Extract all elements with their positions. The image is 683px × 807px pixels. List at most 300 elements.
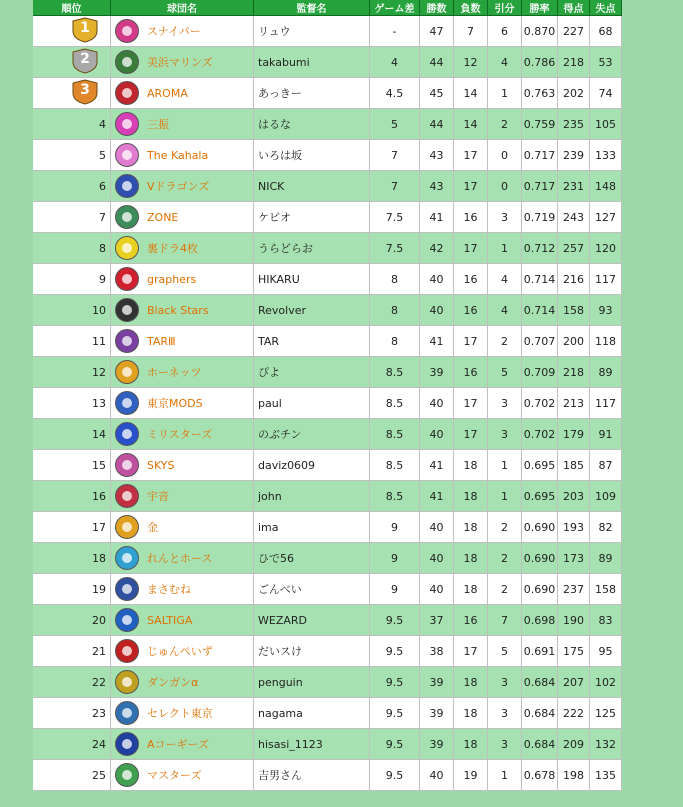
wins-cell: 40 xyxy=(420,419,454,450)
rank-number: 25 xyxy=(92,768,106,782)
manager-cell: ぴよ xyxy=(254,357,370,388)
header-runs-allowed[interactable]: 失点 xyxy=(590,0,622,16)
team-name-link[interactable]: ダンガンα xyxy=(147,676,199,689)
team-name-link[interactable]: Black Stars xyxy=(147,303,209,317)
table-row xyxy=(33,326,622,357)
rank-cell xyxy=(33,512,111,543)
games-behind-cell: - xyxy=(370,16,420,47)
rank-cell xyxy=(33,16,111,47)
runs-scored-cell: 175 xyxy=(558,636,590,667)
win-pct-cell: 0.712 xyxy=(522,233,558,264)
header-rank[interactable]: 順位 xyxy=(33,0,111,16)
team-logo-icon xyxy=(115,143,139,167)
losses-cell: 14 xyxy=(454,109,488,140)
runs-scored-cell: 239 xyxy=(558,140,590,171)
table-row xyxy=(33,78,622,109)
wins-cell: 47 xyxy=(420,16,454,47)
table-row xyxy=(33,295,622,326)
team-cell xyxy=(111,605,254,636)
runs-scored-cell: 235 xyxy=(558,109,590,140)
manager-cell: WEZARD xyxy=(254,605,370,636)
runs-scored-cell: 173 xyxy=(558,543,590,574)
win-pct-cell: 0.695 xyxy=(522,450,558,481)
win-pct-cell: 0.678 xyxy=(522,760,558,791)
header-win-pct[interactable]: 勝率 xyxy=(522,0,558,16)
runs-allowed-cell: 74 xyxy=(590,78,622,109)
losses-cell: 18 xyxy=(454,512,488,543)
wins-cell: 45 xyxy=(420,78,454,109)
wins-cell: 41 xyxy=(420,450,454,481)
losses-cell: 16 xyxy=(454,605,488,636)
team-cell xyxy=(111,450,254,481)
team-cell xyxy=(111,264,254,295)
header-manager[interactable]: 監督名 xyxy=(254,0,370,16)
runs-scored-cell: 158 xyxy=(558,295,590,326)
losses-cell: 16 xyxy=(454,295,488,326)
draws-cell: 6 xyxy=(488,16,522,47)
draws-cell: 1 xyxy=(488,450,522,481)
table-row xyxy=(33,47,622,78)
losses-cell: 18 xyxy=(454,667,488,698)
runs-allowed-cell: 127 xyxy=(590,202,622,233)
losses-cell: 18 xyxy=(454,698,488,729)
runs-allowed-cell: 91 xyxy=(590,419,622,450)
manager-cell: penguin xyxy=(254,667,370,698)
win-pct-cell: 0.702 xyxy=(522,419,558,450)
rank-cell xyxy=(33,605,111,636)
win-pct-cell: 0.717 xyxy=(522,171,558,202)
team-name-link[interactable]: 裏ドラ4枚 xyxy=(147,242,198,255)
team-cell xyxy=(111,636,254,667)
losses-cell: 18 xyxy=(454,450,488,481)
runs-allowed-cell: 125 xyxy=(590,698,622,729)
rank-number: 18 xyxy=(92,551,106,565)
rank-cell xyxy=(33,357,111,388)
runs-scored-cell: 203 xyxy=(558,481,590,512)
losses-cell: 17 xyxy=(454,419,488,450)
team-name-link[interactable]: 東京MODS xyxy=(147,397,203,410)
team-cell xyxy=(111,295,254,326)
wins-cell: 40 xyxy=(420,543,454,574)
team-name-link[interactable]: 金 xyxy=(147,521,158,534)
rank-cell xyxy=(33,574,111,605)
team-cell xyxy=(111,47,254,78)
draws-cell: 1 xyxy=(488,78,522,109)
games-behind-cell: 9.5 xyxy=(370,636,420,667)
draws-cell: 0 xyxy=(488,171,522,202)
manager-cell: ひで56 xyxy=(254,543,370,574)
losses-cell: 17 xyxy=(454,388,488,419)
runs-allowed-cell: 132 xyxy=(590,729,622,760)
rank-number: 23 xyxy=(92,706,106,720)
runs-scored-cell: 185 xyxy=(558,450,590,481)
runs-allowed-cell: 117 xyxy=(590,264,622,295)
draws-cell: 1 xyxy=(488,760,522,791)
runs-allowed-cell: 95 xyxy=(590,636,622,667)
win-pct-cell: 0.698 xyxy=(522,605,558,636)
win-pct-cell: 0.695 xyxy=(522,481,558,512)
losses-cell: 18 xyxy=(454,481,488,512)
draws-cell: 5 xyxy=(488,636,522,667)
team-cell xyxy=(111,729,254,760)
team-name-link[interactable]: まさむね xyxy=(147,583,191,596)
rank-number: 2 xyxy=(80,50,90,67)
games-behind-cell: 8.5 xyxy=(370,357,420,388)
win-pct-cell: 0.684 xyxy=(522,667,558,698)
manager-cell: ケビオ xyxy=(254,202,370,233)
wins-cell: 41 xyxy=(420,481,454,512)
team-name-link[interactable]: 三振 xyxy=(147,118,169,131)
draws-cell: 2 xyxy=(488,543,522,574)
team-logo-icon xyxy=(115,422,139,446)
wins-cell: 39 xyxy=(420,698,454,729)
runs-scored-cell: 237 xyxy=(558,574,590,605)
rank-number: 3 xyxy=(80,81,90,98)
manager-cell: daviz0609 xyxy=(254,450,370,481)
rank-number: 1 xyxy=(80,19,90,36)
win-pct-cell: 0.786 xyxy=(522,47,558,78)
runs-allowed-cell: 82 xyxy=(590,512,622,543)
games-behind-cell: 7 xyxy=(370,140,420,171)
win-pct-cell: 0.870 xyxy=(522,16,558,47)
runs-allowed-cell: 120 xyxy=(590,233,622,264)
games-behind-cell: 9.5 xyxy=(370,698,420,729)
win-pct-cell: 0.684 xyxy=(522,698,558,729)
games-behind-cell: 9.5 xyxy=(370,667,420,698)
runs-allowed-cell: 53 xyxy=(590,47,622,78)
header-runs-scored[interactable]: 得点 xyxy=(558,0,590,16)
win-pct-cell: 0.690 xyxy=(522,512,558,543)
rank-cell xyxy=(33,481,111,512)
games-behind-cell: 8.5 xyxy=(370,481,420,512)
rank-cell xyxy=(33,636,111,667)
team-cell xyxy=(111,667,254,698)
header-row xyxy=(33,0,622,16)
team-logo-icon xyxy=(115,732,139,756)
rank-cell xyxy=(33,388,111,419)
wins-cell: 39 xyxy=(420,357,454,388)
rank-number: 21 xyxy=(92,644,106,658)
table-row xyxy=(33,233,622,264)
team-logo-icon xyxy=(115,670,139,694)
manager-cell: 吉男さん xyxy=(254,760,370,791)
win-pct-cell: 0.691 xyxy=(522,636,558,667)
runs-scored-cell: 222 xyxy=(558,698,590,729)
runs-scored-cell: 198 xyxy=(558,760,590,791)
wins-cell: 40 xyxy=(420,760,454,791)
table-row xyxy=(33,419,622,450)
draws-cell: 1 xyxy=(488,481,522,512)
table-row xyxy=(33,636,622,667)
team-name-link[interactable]: TARⅢ xyxy=(147,334,176,348)
rank-cell xyxy=(33,140,111,171)
runs-scored-cell: 207 xyxy=(558,667,590,698)
rank-cell xyxy=(33,450,111,481)
rank-number: 14 xyxy=(92,427,106,441)
games-behind-cell: 8 xyxy=(370,295,420,326)
draws-cell: 3 xyxy=(488,729,522,760)
runs-scored-cell: 209 xyxy=(558,729,590,760)
draws-cell: 3 xyxy=(488,202,522,233)
rank-cell xyxy=(33,264,111,295)
team-name-link[interactable]: Vドラゴンズ xyxy=(147,180,210,193)
games-behind-cell: 8.5 xyxy=(370,388,420,419)
draws-cell: 2 xyxy=(488,326,522,357)
table-row xyxy=(33,729,622,760)
team-cell xyxy=(111,388,254,419)
games-behind-cell: 8.5 xyxy=(370,450,420,481)
header-games-behind[interactable]: ゲーム差 xyxy=(370,0,420,16)
runs-scored-cell: 202 xyxy=(558,78,590,109)
games-behind-cell: 9 xyxy=(370,512,420,543)
games-behind-cell: 7.5 xyxy=(370,233,420,264)
team-cell xyxy=(111,109,254,140)
team-logo-icon xyxy=(115,205,139,229)
rank-number: 16 xyxy=(92,489,106,503)
manager-cell: いろは坂 xyxy=(254,140,370,171)
team-logo-icon xyxy=(115,608,139,632)
team-logo-icon xyxy=(115,546,139,570)
manager-cell: ima xyxy=(254,512,370,543)
rank-number: 19 xyxy=(92,582,106,596)
team-logo-icon xyxy=(115,577,139,601)
games-behind-cell: 4.5 xyxy=(370,78,420,109)
manager-cell: paul xyxy=(254,388,370,419)
losses-cell: 17 xyxy=(454,326,488,357)
wins-cell: 40 xyxy=(420,388,454,419)
team-cell xyxy=(111,202,254,233)
team-logo-icon xyxy=(115,639,139,663)
manager-cell: nagama xyxy=(254,698,370,729)
rank-cell xyxy=(33,233,111,264)
rank-number: 13 xyxy=(92,396,106,410)
header-wins[interactable]: 勝数 xyxy=(420,0,454,16)
runs-allowed-cell: 158 xyxy=(590,574,622,605)
losses-cell: 12 xyxy=(454,47,488,78)
wins-cell: 40 xyxy=(420,264,454,295)
losses-cell: 17 xyxy=(454,140,488,171)
win-pct-cell: 0.719 xyxy=(522,202,558,233)
games-behind-cell: 9 xyxy=(370,574,420,605)
team-name-link[interactable]: graphers xyxy=(147,272,197,286)
team-cell xyxy=(111,233,254,264)
runs-allowed-cell: 68 xyxy=(590,16,622,47)
team-name-link[interactable]: セレクト東京 xyxy=(147,707,213,720)
rank-number: 9 xyxy=(99,272,106,286)
manager-cell: NICK xyxy=(254,171,370,202)
team-name-link[interactable]: 美浜マリンズ xyxy=(147,56,213,69)
wins-cell: 41 xyxy=(420,202,454,233)
header-team[interactable]: 球団名 xyxy=(111,0,254,16)
table-row xyxy=(33,140,622,171)
wins-cell: 43 xyxy=(420,140,454,171)
losses-cell: 16 xyxy=(454,357,488,388)
team-name-link[interactable]: マスターズ xyxy=(147,769,202,782)
team-cell xyxy=(111,543,254,574)
table-row xyxy=(33,388,622,419)
wins-cell: 40 xyxy=(420,574,454,605)
rank-number: 7 xyxy=(99,210,106,224)
rank-number: 12 xyxy=(92,365,106,379)
team-cell xyxy=(111,698,254,729)
rank-cell xyxy=(33,109,111,140)
table-row xyxy=(33,264,622,295)
manager-cell: あっきー xyxy=(254,78,370,109)
runs-allowed-cell: 87 xyxy=(590,450,622,481)
rank-cell xyxy=(33,326,111,357)
runs-allowed-cell: 89 xyxy=(590,357,622,388)
games-behind-cell: 7 xyxy=(370,171,420,202)
losses-cell: 18 xyxy=(454,729,488,760)
rank-number: 6 xyxy=(99,179,106,193)
team-logo-icon xyxy=(115,50,139,74)
team-cell xyxy=(111,574,254,605)
team-name-link[interactable]: れんとホース xyxy=(147,552,213,565)
manager-cell: Revolver xyxy=(254,295,370,326)
rank-number: 11 xyxy=(92,334,106,348)
games-behind-cell: 9 xyxy=(370,543,420,574)
manager-cell: TAR xyxy=(254,326,370,357)
team-cell xyxy=(111,171,254,202)
runs-scored-cell: 193 xyxy=(558,512,590,543)
team-name-link[interactable]: じゅんぺいず xyxy=(147,645,213,658)
team-logo-icon xyxy=(115,174,139,198)
win-pct-cell: 0.690 xyxy=(522,543,558,574)
wins-cell: 44 xyxy=(420,47,454,78)
runs-allowed-cell: 93 xyxy=(590,295,622,326)
wins-cell: 39 xyxy=(420,667,454,698)
runs-scored-cell: 213 xyxy=(558,388,590,419)
rank-number: 22 xyxy=(92,675,106,689)
rank-cell xyxy=(33,760,111,791)
losses-cell: 7 xyxy=(454,16,488,47)
runs-scored-cell: 218 xyxy=(558,47,590,78)
rank-cell xyxy=(33,667,111,698)
games-behind-cell: 5 xyxy=(370,109,420,140)
team-cell xyxy=(111,512,254,543)
win-pct-cell: 0.709 xyxy=(522,357,558,388)
team-logo-icon xyxy=(115,484,139,508)
wins-cell: 39 xyxy=(420,729,454,760)
rank-number: 5 xyxy=(99,148,106,162)
losses-cell: 17 xyxy=(454,233,488,264)
team-logo-icon xyxy=(115,19,139,43)
rank-number: 24 xyxy=(92,737,106,751)
team-logo-icon xyxy=(115,81,139,105)
team-name-link[interactable]: SALTIGA xyxy=(147,613,193,627)
team-name-link[interactable]: SKYS xyxy=(147,458,175,472)
rank-cell xyxy=(33,729,111,760)
runs-scored-cell: 231 xyxy=(558,171,590,202)
draws-cell: 0 xyxy=(488,140,522,171)
manager-cell: ごんべい xyxy=(254,574,370,605)
team-name-link[interactable]: ホーネッツ xyxy=(147,366,202,379)
team-name-link[interactable]: Aコーギーズ xyxy=(147,738,209,751)
team-logo-icon xyxy=(115,453,139,477)
runs-allowed-cell: 109 xyxy=(590,481,622,512)
games-behind-cell: 8 xyxy=(370,264,420,295)
rank-number: 17 xyxy=(92,520,106,534)
table-row xyxy=(33,357,622,388)
games-behind-cell: 8.5 xyxy=(370,419,420,450)
team-logo-icon xyxy=(115,329,139,353)
team-name-link[interactable]: AROMA xyxy=(147,86,188,100)
win-pct-cell: 0.707 xyxy=(522,326,558,357)
team-logo-icon xyxy=(115,112,139,136)
draws-cell: 5 xyxy=(488,357,522,388)
team-name-link[interactable]: スナイパー xyxy=(147,25,201,38)
table-row xyxy=(33,543,622,574)
rank-cell xyxy=(33,47,111,78)
rank-number: 8 xyxy=(99,241,106,255)
games-behind-cell: 9.5 xyxy=(370,729,420,760)
games-behind-cell: 7.5 xyxy=(370,202,420,233)
team-name-link[interactable]: The Kahala xyxy=(147,148,209,162)
rank-cell xyxy=(33,543,111,574)
table-row xyxy=(33,605,622,636)
draws-cell: 2 xyxy=(488,574,522,605)
header-draws[interactable]: 引分 xyxy=(488,0,522,16)
draws-cell: 1 xyxy=(488,233,522,264)
table-row xyxy=(33,667,622,698)
manager-cell: のぶチン xyxy=(254,419,370,450)
draws-cell: 3 xyxy=(488,419,522,450)
losses-cell: 16 xyxy=(454,264,488,295)
team-logo-icon xyxy=(115,298,139,322)
draws-cell: 2 xyxy=(488,109,522,140)
table-row xyxy=(33,760,622,791)
table-row xyxy=(33,171,622,202)
table-row xyxy=(33,16,622,47)
win-pct-cell: 0.759 xyxy=(522,109,558,140)
runs-allowed-cell: 89 xyxy=(590,543,622,574)
runs-scored-cell: 200 xyxy=(558,326,590,357)
team-name-link[interactable]: ZONE xyxy=(147,210,179,224)
wins-cell: 40 xyxy=(420,512,454,543)
team-name-link[interactable]: 宇音 xyxy=(147,490,169,503)
rank-number: 4 xyxy=(99,117,106,131)
wins-cell: 38 xyxy=(420,636,454,667)
runs-scored-cell: 218 xyxy=(558,357,590,388)
team-name-link[interactable]: ミリスターズ xyxy=(147,428,213,441)
runs-allowed-cell: 105 xyxy=(590,109,622,140)
table-row xyxy=(33,481,622,512)
runs-scored-cell: 243 xyxy=(558,202,590,233)
runs-allowed-cell: 102 xyxy=(590,667,622,698)
win-pct-cell: 0.763 xyxy=(522,78,558,109)
team-logo-icon xyxy=(115,391,139,415)
header-losses[interactable]: 負数 xyxy=(454,0,488,16)
rank-number: 10 xyxy=(92,303,106,317)
team-logo-icon xyxy=(115,360,139,384)
manager-cell: HIKARU xyxy=(254,264,370,295)
draws-cell: 2 xyxy=(488,512,522,543)
games-behind-cell: 8 xyxy=(370,326,420,357)
wins-cell: 44 xyxy=(420,109,454,140)
team-logo-icon xyxy=(115,267,139,291)
team-logo-icon xyxy=(115,515,139,539)
runs-allowed-cell: 83 xyxy=(590,605,622,636)
team-cell xyxy=(111,140,254,171)
gold-medal-icon xyxy=(70,17,100,43)
rank-number: 15 xyxy=(92,458,106,472)
rank-cell xyxy=(33,698,111,729)
wins-cell: 40 xyxy=(420,295,454,326)
win-pct-cell: 0.714 xyxy=(522,264,558,295)
table-row xyxy=(33,202,622,233)
table-row xyxy=(33,512,622,543)
team-cell xyxy=(111,760,254,791)
